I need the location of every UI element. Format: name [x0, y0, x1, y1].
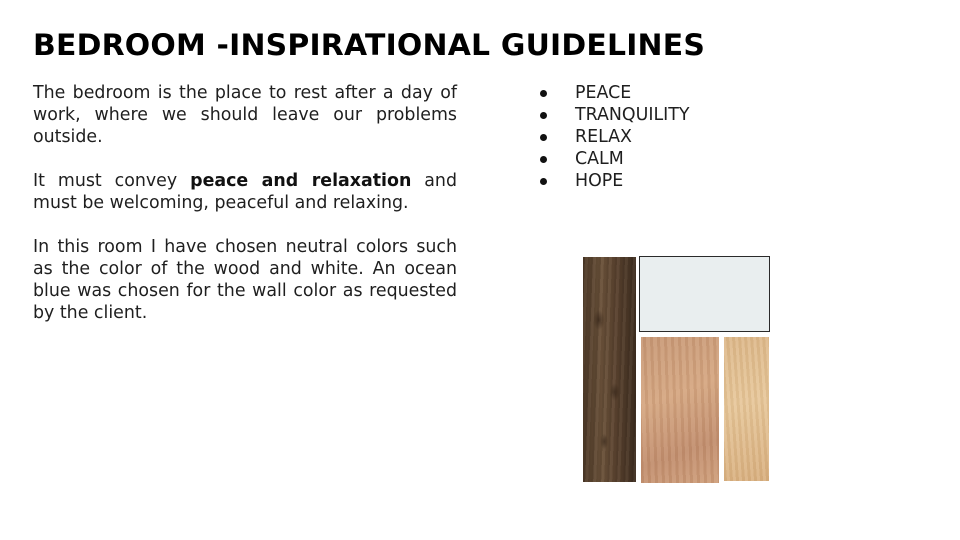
keyword-label: PEACE: [575, 83, 632, 103]
paragraph-mood-start: It must convey: [33, 171, 191, 191]
bullet-icon: [540, 90, 547, 97]
medium-wood-swatch: [641, 337, 719, 483]
keyword-item: [540, 148, 690, 170]
keyword-item: [540, 126, 690, 148]
keyword-item: [540, 104, 690, 126]
keyword-label: CALM: [575, 149, 624, 169]
bullet-icon: [540, 156, 547, 163]
bullet-icon: [540, 134, 547, 141]
keyword-label: RELAX: [575, 127, 632, 147]
white-swatch: [639, 256, 770, 332]
paragraph-mood: [33, 170, 457, 214]
keyword-item: [540, 82, 690, 104]
paragraph-intro: The bedroom is the place to rest after a day of work, where we should leave our problems outside.: [33, 83, 457, 147]
paragraph-mood-end: and must be welcoming, peaceful and relaxing.: [33, 171, 457, 213]
bullet-icon: [540, 178, 547, 185]
keyword-label: TRANQUILITY: [575, 105, 690, 125]
keyword-item: [540, 170, 690, 192]
keyword-label: HOPE: [575, 171, 624, 191]
slide-title: BEDROOM -INSPIRATIONAL GUIDELINES: [33, 28, 706, 62]
description-text: [33, 82, 457, 346]
dark-wood-swatch: [583, 257, 636, 482]
light-wood-swatch: [724, 337, 769, 481]
keyword-list: [540, 82, 690, 192]
bullet-icon: [540, 112, 547, 119]
paragraph-colors: In this room I have chosen neutral colors such as the color of the wood and white. An ocean blue was chosen for the wall color as requested by the client.: [33, 237, 457, 323]
paragraph-mood-emphasis: peace and relaxation: [190, 171, 412, 191]
